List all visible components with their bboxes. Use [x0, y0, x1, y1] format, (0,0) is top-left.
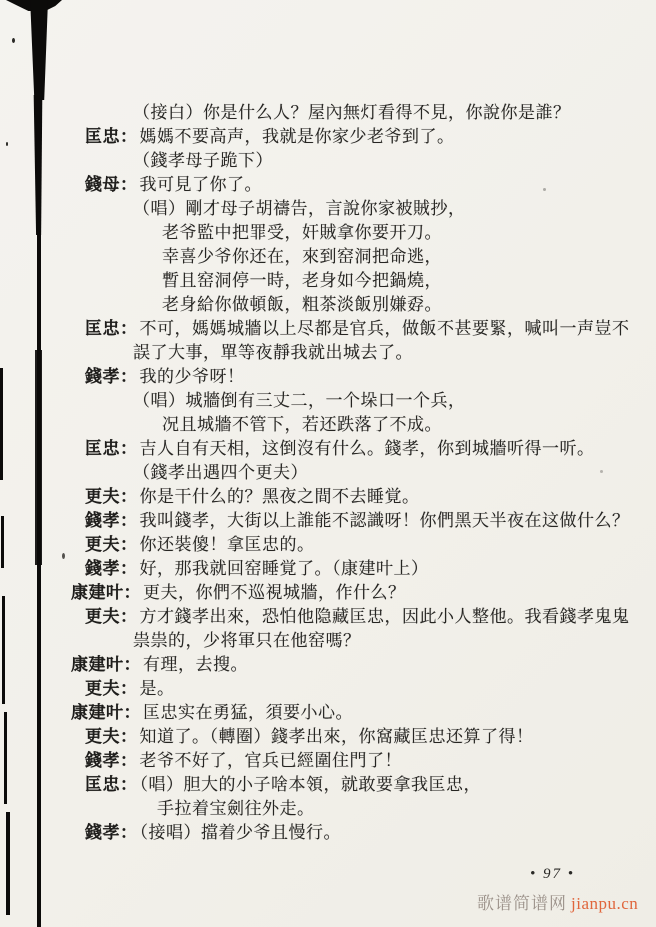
speaker-label: 錢孝： — [85, 823, 138, 842]
speaker-label: 康建叶： — [71, 583, 141, 602]
line-text: 吉人自有天相，这倒沒有什么。錢孝，你到城牆听得一听。 — [139, 439, 595, 458]
script-line — [0, 485, 656, 509]
script-line — [0, 437, 656, 461]
script-line — [0, 821, 656, 845]
line-text: 你是干什么的？黑夜之間不去睡覚。 — [139, 487, 420, 506]
line-text: 况且城牆不管下，若还跌落了不成。 — [162, 415, 442, 434]
script-line — [0, 245, 656, 269]
watermark — [477, 889, 638, 914]
speaker-label: 錢孝： — [85, 559, 138, 578]
line-text: 誤了大事，單等夜靜我就出城去了。 — [133, 343, 413, 362]
script-line — [0, 581, 656, 605]
script-line — [0, 341, 656, 365]
script-line — [0, 605, 656, 629]
script-line — [0, 125, 656, 149]
script-line — [0, 797, 656, 821]
line-text: 老爷監中把罪受，奸賊拿你要开刀。 — [162, 223, 442, 242]
line-text: 老身給你做頓飯，粗茶淡飯別嫌孬。 — [162, 295, 442, 314]
watermark-site-name: 歌谱简谱网 — [477, 894, 567, 913]
line-text: 祟祟的，少将軍只在他窑嗎？ — [133, 631, 361, 650]
script-line — [0, 413, 656, 437]
speaker-label: 錢母： — [85, 175, 138, 194]
line-text: 不可，媽媽城牆以上尽都是官兵，做飯不甚要緊，喊叫一声豈不 — [139, 319, 630, 338]
line-text: （唱）城牆倒有三丈二，一个垛口一个兵， — [133, 391, 466, 410]
line-text: 暫且窑洞停一時，老身如今把鍋燒， — [162, 271, 442, 290]
script-line — [0, 173, 656, 197]
script-line — [0, 773, 656, 797]
script-line — [0, 533, 656, 557]
line-text: 幸喜少爷你还在，來到窑洞把命逃， — [162, 247, 442, 266]
speaker-label: 更夫： — [85, 607, 138, 626]
line-text: （錢孝出遇四个更夫） — [133, 463, 308, 482]
speaker-label: 更夫： — [85, 727, 138, 746]
script-line — [0, 389, 656, 413]
speaker-label: 錢孝： — [85, 367, 138, 386]
script-line — [0, 197, 656, 221]
script-line — [0, 365, 656, 389]
speaker-label: 康建叶： — [71, 703, 141, 722]
line-text: （唱）胆大的小子啥本領，就敢要拿我匡忠， — [139, 775, 481, 794]
script-line — [0, 317, 656, 341]
speaker-label: 匡忠： — [85, 319, 138, 338]
line-text: 手拉着宝劍往外走。 — [157, 799, 315, 818]
line-text: 你还裝傻！拿匡忠的。 — [139, 535, 315, 554]
line-text: 有理，去搜。 — [143, 655, 248, 674]
script-line — [0, 293, 656, 317]
line-text: 更夫，你們不巡視城牆，作什么？ — [143, 583, 406, 602]
line-text: 老爷不好了，官兵已經圍住門了！ — [139, 751, 402, 770]
script-line — [0, 149, 656, 173]
script-line — [0, 629, 656, 653]
script-line — [0, 269, 656, 293]
line-text: （錢孝母子跪下） — [133, 151, 273, 170]
script-line — [0, 701, 656, 725]
line-text: 我叫錢孝，大街以上誰能不認識呀！你們黑天半夜在这做什么？ — [139, 511, 630, 530]
script-line — [0, 749, 656, 773]
speaker-label: 匡忠： — [85, 775, 138, 794]
line-text: 我的少爷呀！ — [139, 367, 245, 386]
script-line — [0, 461, 656, 485]
line-text: （接白）你是什么人？屋內無灯看得不見，你說你是誰？ — [133, 103, 571, 122]
line-text: （唱）剛才母子胡禱告，言說你家被賊抄， — [133, 199, 466, 218]
speaker-label: 匡忠： — [85, 127, 138, 146]
line-text: 是。 — [139, 679, 175, 698]
speaker-label: 更夫： — [85, 679, 138, 698]
speaker-label: 康建叶： — [71, 655, 141, 674]
script-line — [0, 509, 656, 533]
line-text: 我可見了你了。 — [139, 175, 262, 194]
script-line — [0, 557, 656, 581]
line-text: 媽媽不要高声，我就是你家少老爷到了。 — [139, 127, 455, 146]
speaker-label: 匡忠： — [85, 439, 138, 458]
watermark-domain: jianpu.cn — [571, 894, 639, 913]
script-line — [0, 653, 656, 677]
line-text: 方才錢孝出來，恐怕他隐藏匡忠，因此小人整他。我看錢孝鬼鬼 — [139, 607, 630, 626]
line-text: 匡忠实在勇猛，須要小心。 — [143, 703, 353, 722]
speaker-label: 更夫： — [85, 535, 138, 554]
line-text: 知道了。（轉圈）錢孝出來，你窩藏匡忠还算了得！ — [139, 727, 534, 746]
line-text: 好，那我就回窑睡覚了。（康建叶上） — [139, 559, 429, 578]
speaker-label: 錢孝： — [85, 751, 138, 770]
script-line — [0, 677, 656, 701]
script-text — [0, 101, 656, 845]
speaker-label: 更夫： — [85, 487, 138, 506]
speaker-label: 錢孝： — [85, 511, 138, 530]
scan-speck — [12, 38, 15, 43]
script-line — [0, 725, 656, 749]
page-number: • 97 • — [530, 866, 576, 882]
line-text: （接唱）擋着少爷且慢行。 — [139, 823, 341, 842]
script-line — [0, 221, 656, 245]
script-line — [0, 101, 656, 125]
